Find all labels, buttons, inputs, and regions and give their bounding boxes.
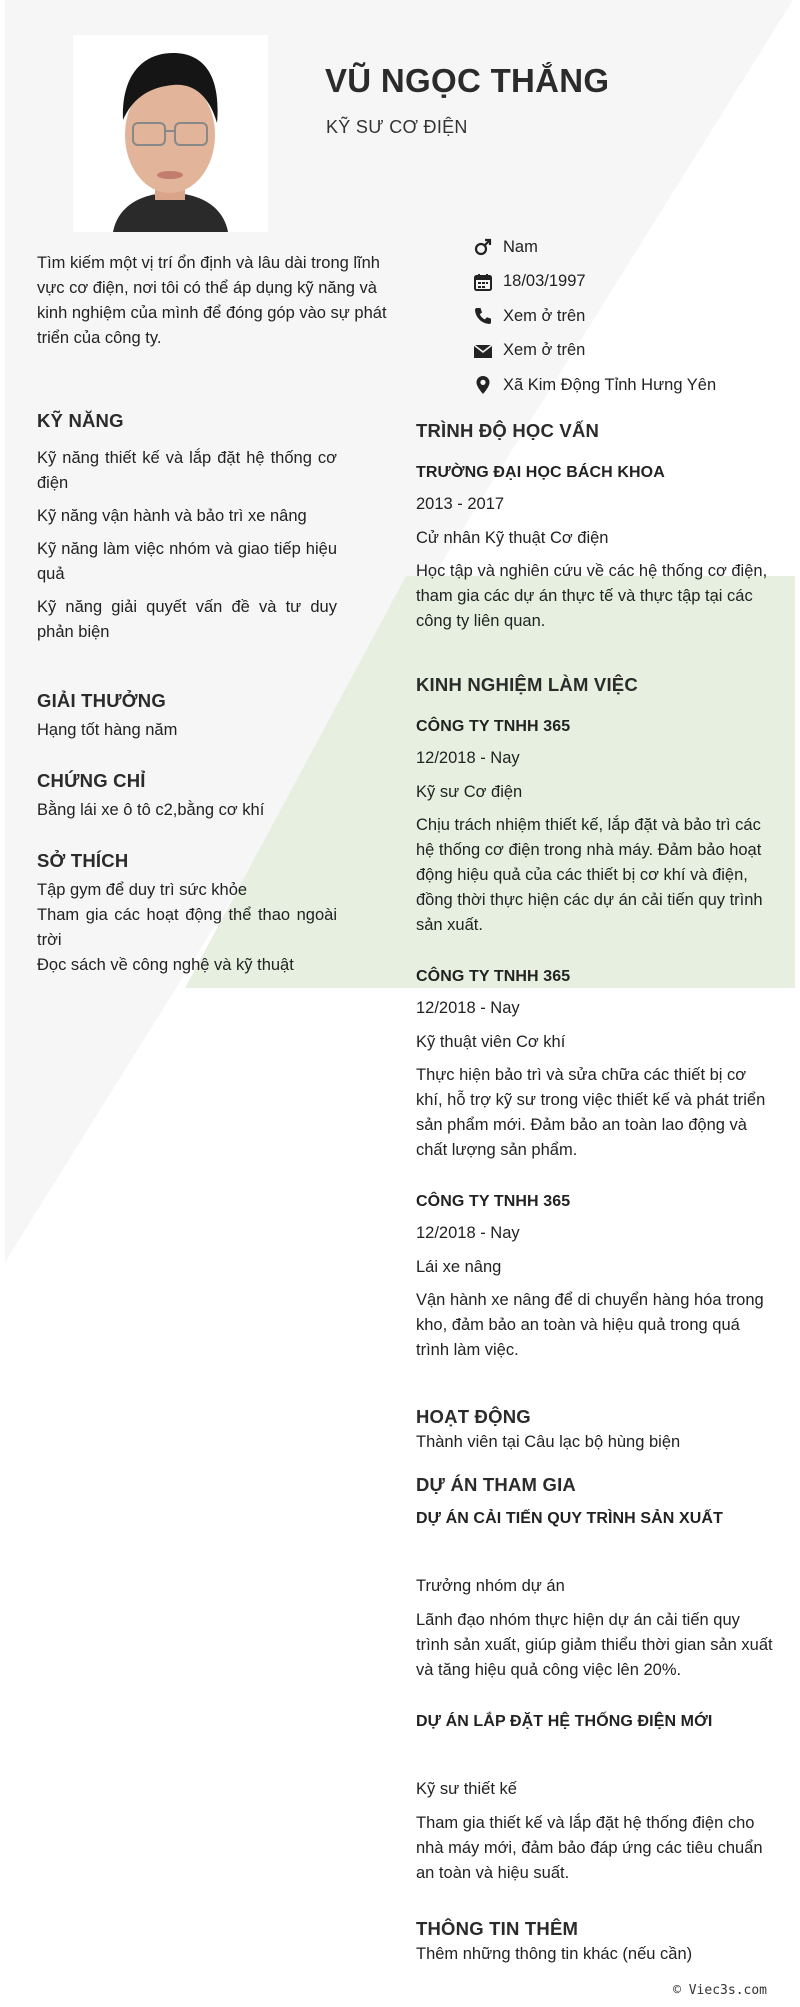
projects-heading: DỰ ÁN THAM GIA xyxy=(416,1474,576,1495)
gender-icon xyxy=(473,237,493,257)
project-role: Trưởng nhóm dự án xyxy=(416,1577,565,1595)
awards-section xyxy=(37,690,337,743)
project-description: Tham gia thiết kế và lắp đặt hệ thống điện cho nhà máy mới, đảm bảo đáp ứng các tiêu chuẩn an toàn và hiệu suất. xyxy=(416,1814,763,1882)
project-role: Kỹ sư thiết kế xyxy=(416,1780,517,1798)
job-description: Thực hiện bảo trì và sửa chữa các thiết bị cơ khí, hỗ trợ kỹ sư trong việc thiết kế và phát triển sản phẩm mới. Đảm bảo an toàn lao động và chất lượng sản phẩm. xyxy=(416,1066,766,1159)
job-role: Lái xe nâng xyxy=(416,1258,502,1276)
job-period: 12/2018 - Nay xyxy=(416,749,520,767)
footer-watermark[interactable]: © Viec3s.com xyxy=(673,1983,767,1998)
contact-gender xyxy=(473,230,793,265)
job-company: CÔNG TY TNHH 365 xyxy=(416,968,571,985)
project-name: DỰ ÁN LẮP ĐẶT HỆ THỐNG ĐIỆN MỚI xyxy=(416,1713,713,1730)
job-company: CÔNG TY TNHH 365 xyxy=(416,718,571,735)
certificates-section xyxy=(37,770,337,823)
job-role: Kỹ thuật viên Cơ khí xyxy=(416,1033,566,1051)
job-entry xyxy=(416,968,776,1163)
job-period: 12/2018 - Nay xyxy=(416,999,520,1017)
candidate-name: VŨ NGỌC THẮNG xyxy=(325,62,610,99)
projects-section xyxy=(416,1474,776,1886)
contact-address-value: Xã Kim Động Tỉnh Hưng Yên xyxy=(503,375,717,394)
project-entry xyxy=(416,1713,776,1886)
skills-list xyxy=(37,446,337,645)
hobby-item: Đọc sách về công nghệ và kỹ thuật xyxy=(37,956,294,974)
hobbies-section xyxy=(37,850,337,978)
calendar-icon xyxy=(473,272,493,292)
contact-gender-value: Nam xyxy=(503,237,538,256)
activities-heading: HOẠT ĐỘNG xyxy=(416,1406,531,1427)
awards-text: Hạng tốt hàng năm xyxy=(37,721,178,739)
education-period: 2013 - 2017 xyxy=(416,495,505,513)
project-entry xyxy=(416,1510,776,1683)
phone-icon xyxy=(473,306,493,326)
skills-heading: KỸ NĂNG xyxy=(37,410,124,431)
job-title: KỸ SƯ CƠ ĐIỆN xyxy=(326,117,468,137)
project-name: DỰ ÁN CẢI TIẾN QUY TRÌNH SẢN XUẤT xyxy=(416,1510,723,1527)
experience-section xyxy=(416,674,776,1363)
certificates-heading: CHỨNG CHỈ xyxy=(37,770,146,791)
hobby-item: Tập gym để duy trì sức khỏe xyxy=(37,881,248,899)
education-heading: TRÌNH ĐỘ HỌC VẤN xyxy=(416,420,600,441)
contact-birthdate xyxy=(473,265,793,300)
email-icon xyxy=(473,341,493,361)
profile-photo xyxy=(73,35,268,232)
skill-item: Kỹ năng thiết kế và lắp đặt hệ thống cơ điện xyxy=(37,449,337,492)
activities-text: Thành viên tại Câu lạc bộ hùng biện xyxy=(416,1433,681,1451)
career-objective: Tìm kiếm một vị trí ổn định và lâu dài trong lĩnh vực cơ điện, nơi tôi có thể áp dụng kỹ năng và kinh nghiệm của mình để đóng góp vào sự phát triển của công ty. xyxy=(37,254,387,347)
contact-phone xyxy=(473,299,793,334)
education-degree: Cử nhân Kỹ thuật Cơ điện xyxy=(416,529,609,547)
extra-info-text: Thêm những thông tin khác (nếu cần) xyxy=(416,1945,693,1963)
education-description: Học tập và nghiên cứu về các hệ thống cơ điện, tham gia các dự án thực tế và thực tập tại các công ty liên quan. xyxy=(416,562,768,630)
awards-heading: GIẢI THƯỞNG xyxy=(37,690,166,711)
contact-phone-value: Xem ở trên xyxy=(503,306,586,325)
job-entry xyxy=(416,718,776,938)
contact-birthdate-value: 18/03/1997 xyxy=(503,272,586,291)
activities-section xyxy=(416,1406,776,1455)
extra-info-heading: THÔNG TIN THÊM xyxy=(416,1918,579,1939)
location-icon xyxy=(473,375,493,395)
education-section xyxy=(416,420,776,634)
job-description: Vận hành xe nâng để di chuyển hàng hóa trong kho, đảm bảo an toàn và hiệu quả trong quá trình làm việc. xyxy=(416,1291,764,1359)
hobby-item: Tham gia các hoạt động thể thao ngoài trời xyxy=(37,906,337,949)
contact-address xyxy=(473,368,793,403)
job-role: Kỹ sư Cơ điện xyxy=(416,783,523,801)
education-school: TRƯỜNG ĐẠI HỌC BÁCH KHOA xyxy=(416,464,665,481)
project-description: Lãnh đạo nhóm thực hiện dự án cải tiến quy trình sản xuất, giúp giảm thiểu thời gian sản xuất và tăng hiệu quả công việc lên 20%. xyxy=(416,1611,773,1679)
hobbies-list xyxy=(37,878,337,978)
contact-email xyxy=(473,334,793,369)
job-company: CÔNG TY TNHH 365 xyxy=(416,1193,571,1210)
certificates-text: Bằng lái xe ô tô c2,bằng cơ khí xyxy=(37,801,265,819)
contact-info xyxy=(473,230,793,403)
job-period: 12/2018 - Nay xyxy=(416,1224,520,1242)
skills-section xyxy=(37,410,337,645)
job-description: Chịu trách nhiệm thiết kế, lắp đặt và bảo trì các hệ thống cơ điện trong nhà máy. Đảm bảo hoạt động hiệu quả của các thiết bị cơ khí và điện, đồng thời thực hiện các dự án cải tiến quy trình sản xuất. xyxy=(416,816,763,934)
skill-item: Kỹ năng làm việc nhóm và giao tiếp hiệu quả xyxy=(37,540,337,583)
extra-info-section xyxy=(416,1918,776,1967)
experience-heading: KINH NGHIỆM LÀM VIỆC xyxy=(416,674,638,695)
job-entry xyxy=(416,1193,776,1363)
skill-item: Kỹ năng vận hành và bảo trì xe nâng xyxy=(37,507,307,525)
hobbies-heading: SỞ THÍCH xyxy=(37,850,129,871)
contact-email-value: Xem ở trên xyxy=(503,341,586,360)
skill-item: Kỹ năng giải quyết vấn đề và tư duy phản biện xyxy=(37,598,337,641)
